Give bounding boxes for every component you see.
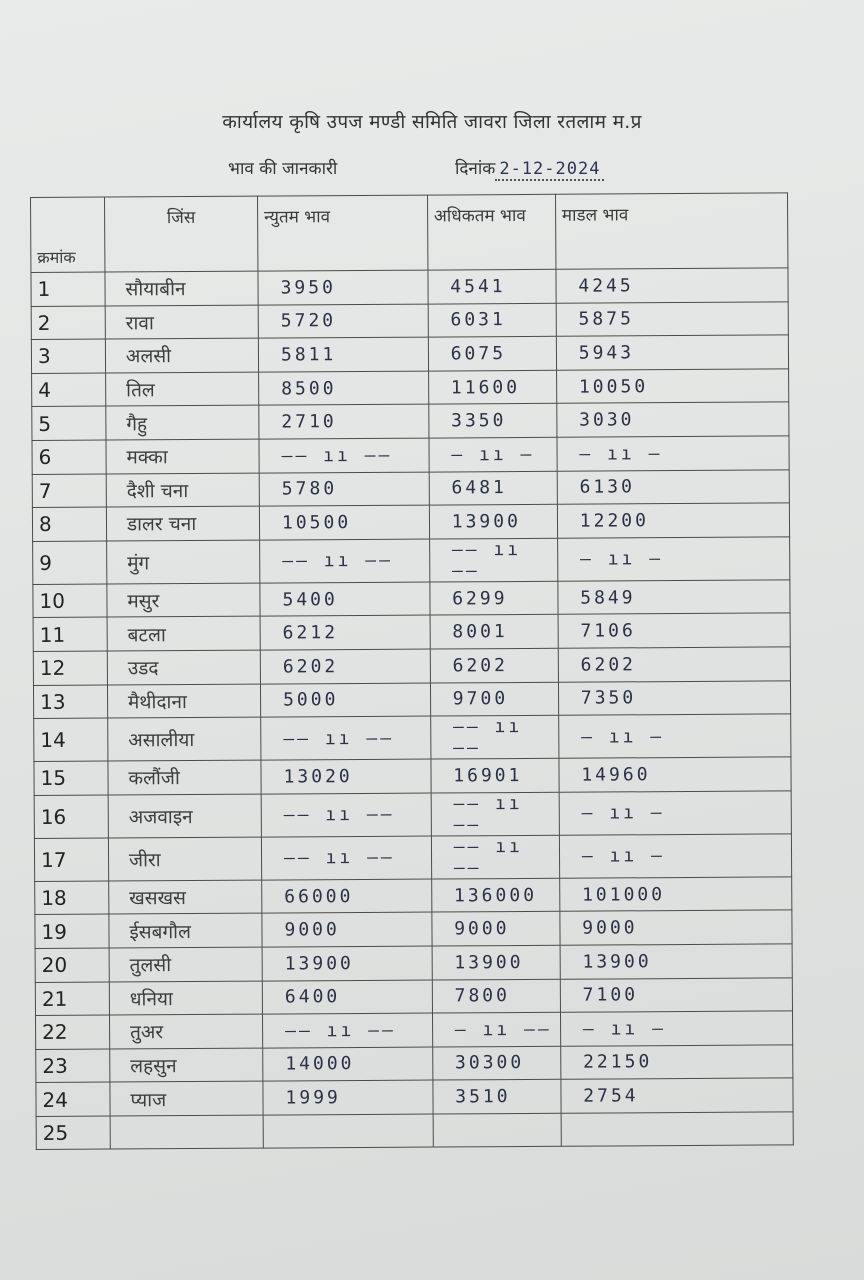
table-body xyxy=(31,268,793,1150)
report-subtitle: भाव की जानकारी xyxy=(228,159,338,179)
row-min-price: —— ıı —— xyxy=(260,539,430,583)
row-max-price: 11600 xyxy=(428,370,556,404)
table-row xyxy=(32,369,789,407)
row-model-price: 7106 xyxy=(558,613,790,648)
row-sno: 16 xyxy=(34,795,108,838)
row-item: अजवाइन xyxy=(108,794,261,838)
row-max-price: 8001 xyxy=(430,615,558,649)
table-row xyxy=(31,268,788,306)
table-row xyxy=(35,877,792,915)
row-max-price: 13900 xyxy=(432,945,560,979)
row-min-price: 5400 xyxy=(260,582,430,617)
row-sno: 9 xyxy=(33,541,107,584)
row-sno: 17 xyxy=(34,838,108,881)
row-max-price: 3350 xyxy=(428,404,556,438)
row-sno: 14 xyxy=(34,718,108,761)
row-item: मैथीदाना xyxy=(107,684,260,719)
row-sno: 13 xyxy=(33,685,107,719)
row-sno: 11 xyxy=(33,617,107,651)
row-item: तिल xyxy=(105,372,258,407)
row-max-price: —— ıı —— xyxy=(431,835,559,879)
header-sno: क्रमांक xyxy=(31,197,105,272)
row-model-price: — ıı — xyxy=(558,714,790,758)
table-row xyxy=(36,1078,793,1116)
row-max-price: —— ıı —— xyxy=(431,792,559,836)
row-min-price: 14000 xyxy=(263,1047,433,1082)
row-sno: 1 xyxy=(31,272,105,306)
table-row xyxy=(31,335,788,373)
row-max-price: 136000 xyxy=(431,878,559,912)
table-header-row xyxy=(31,193,788,273)
price-table xyxy=(30,192,794,1150)
row-max-price: 30300 xyxy=(432,1046,560,1080)
row-sno: 3 xyxy=(31,339,105,373)
row-sno: 12 xyxy=(33,651,107,685)
row-model-price: 13900 xyxy=(560,944,792,979)
row-sno: 19 xyxy=(35,914,109,948)
row-item: जीरा xyxy=(108,837,261,881)
table-row xyxy=(32,469,789,507)
table-row xyxy=(33,580,790,618)
table-row xyxy=(35,977,792,1015)
row-model-price: 9000 xyxy=(560,910,792,945)
row-model-price: — ıı — xyxy=(557,537,789,581)
row-item: ईसबगौल xyxy=(109,913,262,948)
row-max-price: 6481 xyxy=(429,471,557,505)
row-model-price: — ıı — xyxy=(559,834,791,878)
row-sno: 18 xyxy=(35,881,109,915)
row-min-price: 9000 xyxy=(262,912,432,947)
table-row xyxy=(36,1011,793,1049)
row-item: दैशी चना xyxy=(106,473,259,508)
row-max-price: — ıı — xyxy=(429,437,557,471)
header-model-price: माडल भाव xyxy=(555,193,788,269)
row-max-price: 13900 xyxy=(429,504,557,538)
row-model-price: 5943 xyxy=(556,335,788,370)
row-item: धनिया xyxy=(109,981,262,1016)
row-model-price: 3030 xyxy=(557,402,789,437)
row-model-price: 101000 xyxy=(559,877,791,912)
row-min-price: —— ıı —— xyxy=(261,793,431,837)
row-model-price: 6130 xyxy=(557,469,789,504)
row-max-price: 16901 xyxy=(431,758,559,792)
row-min-price: 8500 xyxy=(259,371,429,406)
row-model-price: — ıı — xyxy=(557,436,789,471)
table-row xyxy=(32,402,789,440)
row-model-price: 14960 xyxy=(559,757,791,792)
table-row xyxy=(31,301,788,339)
row-sno: 22 xyxy=(36,1015,110,1049)
date-label: दिनांक xyxy=(455,159,496,179)
row-min-price: —— ıı —— xyxy=(261,716,431,760)
table-row xyxy=(32,436,789,474)
office-title: कार्यालय कृषि उपज मण्डी समिति जावरा जिला रतलाम म.प्र xyxy=(222,111,642,133)
row-min-price: 2710 xyxy=(259,404,429,439)
table-row xyxy=(33,680,790,718)
row-sno: 4 xyxy=(32,373,106,407)
table-row xyxy=(34,757,791,795)
table-row xyxy=(34,791,791,839)
row-sno: 24 xyxy=(36,1082,110,1116)
row-item: मक्का xyxy=(106,439,259,474)
row-min-price: 6400 xyxy=(262,980,432,1015)
row-min-price: 10500 xyxy=(259,505,429,540)
row-sno: 7 xyxy=(32,474,106,508)
row-model-price: — ıı — xyxy=(559,791,791,835)
table-row xyxy=(35,910,792,948)
row-sno: 21 xyxy=(35,982,109,1016)
row-model-price: 22150 xyxy=(560,1045,792,1080)
row-sno: 8 xyxy=(32,507,106,541)
row-min-price: 5720 xyxy=(258,304,428,339)
table-row xyxy=(35,944,792,982)
row-min-price xyxy=(263,1114,433,1149)
row-max-price: 4541 xyxy=(428,269,556,303)
row-model-price: 5875 xyxy=(556,301,788,336)
row-model-price: 5849 xyxy=(558,580,790,615)
row-model-price: — ıı — xyxy=(560,1011,792,1046)
row-sno: 25 xyxy=(36,1116,110,1150)
header-max-price: अधिकतम भाव xyxy=(427,194,556,270)
row-sno: 6 xyxy=(32,440,106,474)
row-max-price: 6202 xyxy=(430,648,558,682)
row-item: प्याज xyxy=(110,1081,263,1116)
row-min-price: 5000 xyxy=(260,683,430,718)
row-max-price: 6075 xyxy=(428,336,556,370)
header-min-price: न्युतम भाव xyxy=(257,195,427,271)
row-item: असालीया xyxy=(108,717,261,761)
row-item xyxy=(110,1115,263,1150)
row-model-price: 12200 xyxy=(557,503,789,538)
row-sno: 23 xyxy=(36,1049,110,1083)
table-row xyxy=(32,503,789,541)
row-item: तुअर xyxy=(109,1014,262,1049)
row-min-price: 5780 xyxy=(259,472,429,507)
row-item: गैहु xyxy=(106,405,259,440)
row-item: बटला xyxy=(107,616,260,651)
table-row xyxy=(33,613,790,651)
row-model-price: 4245 xyxy=(556,268,788,303)
table-row xyxy=(34,834,791,882)
row-item: डालर चना xyxy=(106,506,259,541)
row-max-price: 6031 xyxy=(428,303,556,337)
row-max-price: 9000 xyxy=(432,912,560,946)
row-max-price: 3510 xyxy=(433,1080,561,1114)
row-item: अलसी xyxy=(105,338,258,373)
date-value: 2-12-2024 xyxy=(495,159,604,181)
row-item: तुलसी xyxy=(109,947,262,982)
row-max-price xyxy=(433,1113,561,1147)
row-model-price: 6202 xyxy=(558,647,790,682)
row-min-price: —— ıı —— xyxy=(259,438,429,473)
row-item: रावा xyxy=(105,305,258,340)
row-sno: 2 xyxy=(31,306,105,340)
row-item: मुंग xyxy=(107,540,260,584)
row-max-price: —— ıı —— xyxy=(430,715,558,759)
row-min-price: 13020 xyxy=(261,759,431,794)
row-model-price xyxy=(561,1112,793,1147)
row-max-price: — ıı —— xyxy=(432,1012,560,1046)
row-item: खसखस xyxy=(109,880,262,915)
row-item: उडद xyxy=(107,650,260,685)
row-model-price: 7100 xyxy=(560,977,792,1012)
row-min-price: 66000 xyxy=(262,879,432,914)
row-model-price: 10050 xyxy=(556,369,788,404)
date-line xyxy=(455,156,604,179)
row-min-price: 6212 xyxy=(260,615,430,650)
table-row xyxy=(36,1112,793,1150)
row-max-price: 7800 xyxy=(432,979,560,1013)
table-row xyxy=(33,537,790,585)
row-min-price: 13900 xyxy=(262,946,432,981)
row-sno: 10 xyxy=(33,584,107,618)
row-item: मसुर xyxy=(107,583,260,618)
row-min-price: —— ıı —— xyxy=(261,836,431,880)
row-max-price: 9700 xyxy=(430,682,558,716)
row-min-price: 6202 xyxy=(260,649,430,684)
row-max-price: —— ıı —— xyxy=(429,538,557,582)
table-row xyxy=(33,647,790,685)
row-item: कलौंजी xyxy=(108,760,261,795)
table-row xyxy=(36,1045,793,1083)
row-sno: 20 xyxy=(35,948,109,982)
row-model-price: 7350 xyxy=(558,680,790,715)
row-max-price: 6299 xyxy=(430,581,558,615)
row-item: सौयाबीन xyxy=(105,271,258,306)
row-min-price: 1999 xyxy=(263,1080,433,1115)
header-item: जिंस xyxy=(104,196,258,272)
row-sno: 15 xyxy=(34,761,108,795)
row-min-price: —— ıı —— xyxy=(262,1013,432,1048)
table-row xyxy=(34,714,791,762)
row-sno: 5 xyxy=(32,406,106,440)
row-item: लहसुन xyxy=(110,1048,263,1083)
row-min-price: 5811 xyxy=(258,337,428,372)
row-model-price: 2754 xyxy=(561,1078,793,1113)
row-min-price: 3950 xyxy=(258,270,428,305)
